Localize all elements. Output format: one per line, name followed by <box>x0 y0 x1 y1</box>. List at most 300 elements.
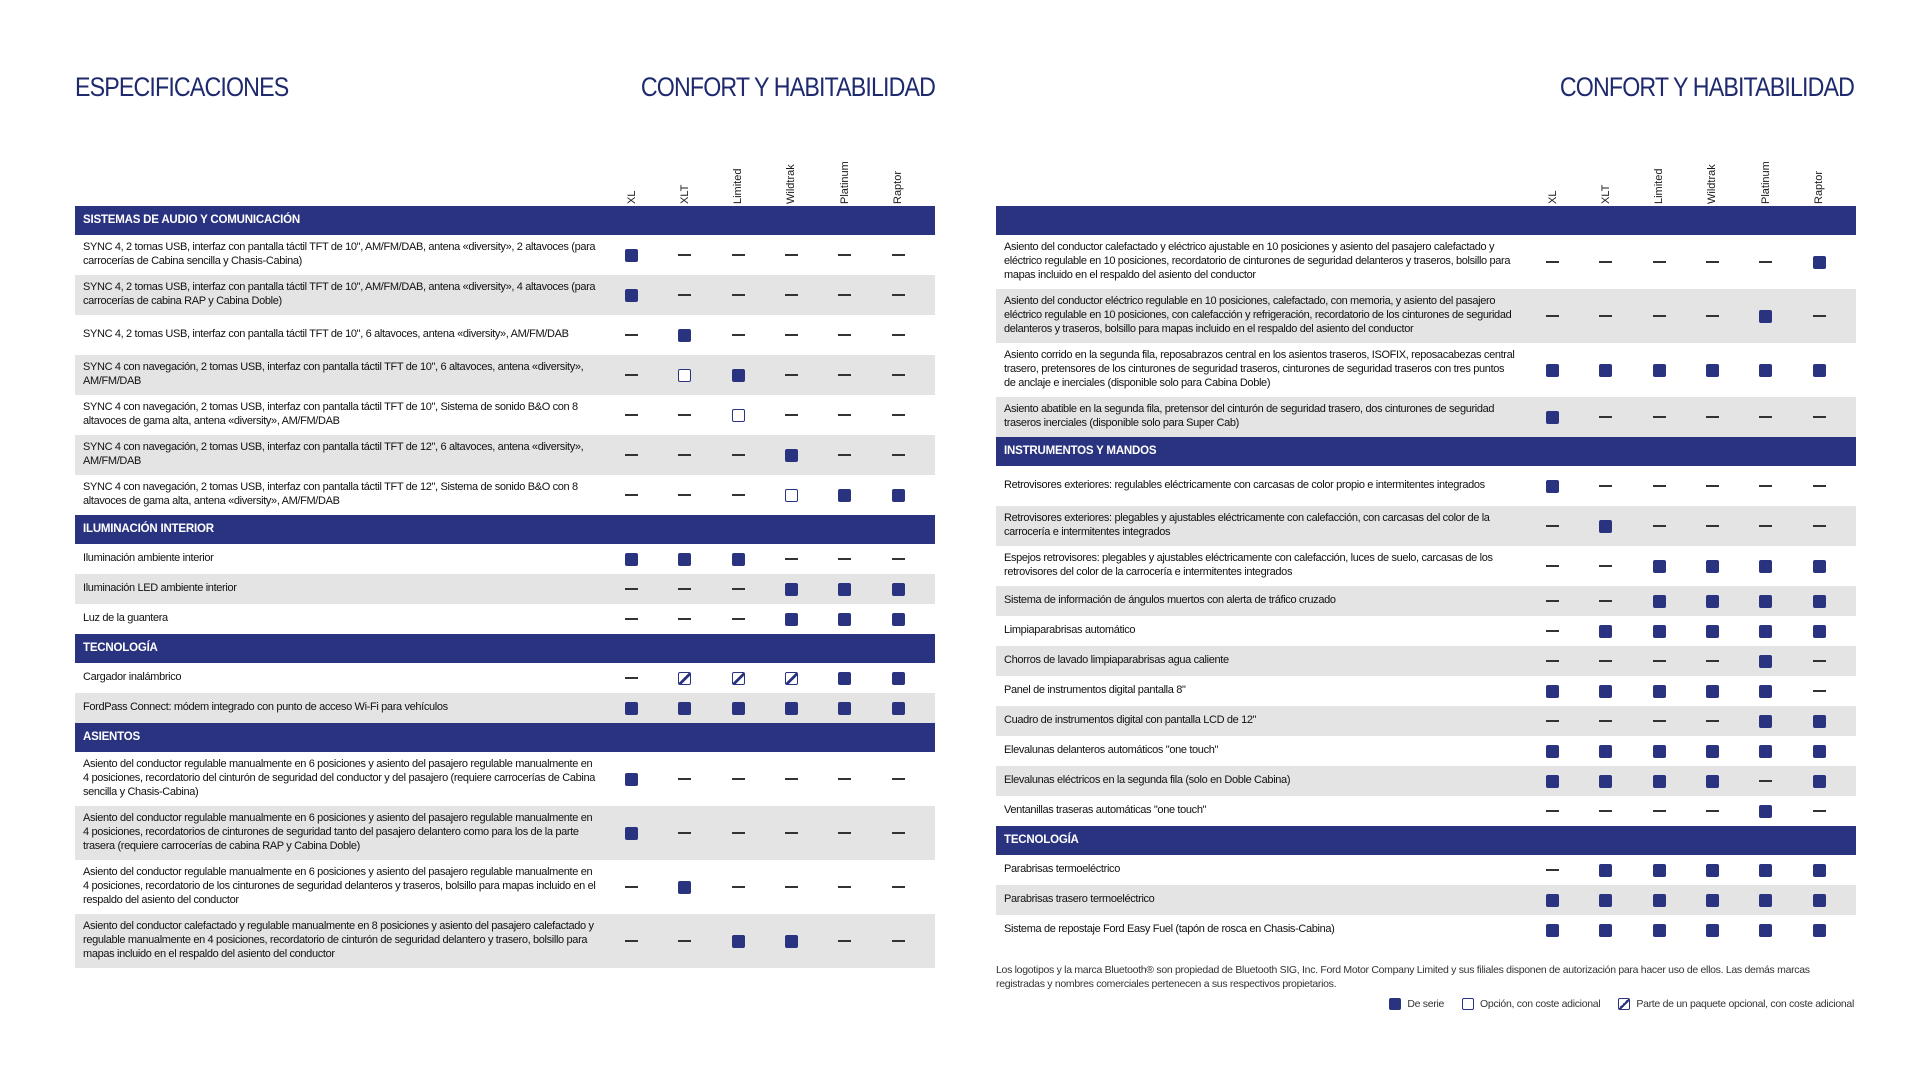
row-label: Asiento abatible en la segunda fila, pretensor del cinturón de seguridad trasero, dos cinturones de seguridad traseros inerciales (disponible solo para Super Cab) <box>1004 403 1495 429</box>
availability-cell <box>818 806 871 860</box>
row-label: SYNC 4 con navegación, 2 tomas USB, interfaz con pantalla táctil TFT de 12", Sistema de sonido B&O con 8 altavoces de gama alta, antena «diversity», AM/FM/DAB <box>83 481 578 507</box>
not-available-dash-icon <box>1653 416 1666 418</box>
standard-square-icon <box>1706 625 1719 638</box>
availability-cell <box>658 914 711 968</box>
availability-cell <box>1739 736 1792 766</box>
availability-cell <box>765 395 818 435</box>
availability-cell <box>1739 506 1792 546</box>
availability-cell <box>818 395 871 435</box>
not-available-dash-icon <box>732 886 745 888</box>
table-row <box>996 646 1856 676</box>
availability-cell <box>1579 706 1632 736</box>
availability-cell <box>605 663 658 693</box>
not-available-dash-icon <box>1706 315 1719 317</box>
not-available-dash-icon <box>1599 485 1612 487</box>
standard-square-icon <box>1653 894 1666 907</box>
row-cells <box>1526 506 1846 546</box>
standard-square-icon <box>838 489 851 502</box>
availability-cell <box>712 475 765 515</box>
availability-cell <box>1792 289 1845 343</box>
availability-cell <box>1579 586 1632 616</box>
section-header: SISTEMAS DE AUDIO Y COMUNICACIÓN <box>75 206 935 235</box>
standard-square-icon <box>1546 480 1559 493</box>
not-available-dash-icon <box>1546 720 1559 722</box>
availability-cell <box>605 574 658 604</box>
row-cells <box>605 275 925 315</box>
availability-cell <box>1792 736 1845 766</box>
availability-cell <box>818 914 871 968</box>
availability-cell <box>1686 506 1739 546</box>
not-available-dash-icon <box>732 454 745 456</box>
standard-square-icon <box>1706 364 1719 377</box>
table-row <box>996 766 1856 796</box>
not-available-dash-icon <box>892 778 905 780</box>
not-available-dash-icon <box>892 334 905 336</box>
availability-cell <box>1792 343 1845 397</box>
bluetooth-footnote: Los logotipos y la marca Bluetooth® son propiedad de Bluetooth SIG, Inc. Ford Motor Company Limited y sus filiales disponen de autorización para hacer uso de ellos. Las demás marcas registradas y nombres comerciales pertenecen a sus respectivos propietarios. <box>996 964 1810 990</box>
availability-cell <box>1526 466 1579 506</box>
table-row <box>75 860 935 914</box>
table-row <box>996 855 1856 885</box>
not-available-dash-icon <box>1813 810 1826 812</box>
not-available-dash-icon <box>1653 810 1666 812</box>
availability-cell <box>1739 235 1792 289</box>
availability-cell <box>1526 546 1579 586</box>
availability-cell <box>1579 616 1632 646</box>
legend-standard-label: De serie <box>1407 998 1445 1010</box>
not-available-dash-icon <box>785 334 798 336</box>
not-available-dash-icon <box>625 588 638 590</box>
availability-cell <box>818 663 871 693</box>
section-title-confort-right: CONFORT Y HABITABILIDAD <box>1559 72 1854 102</box>
availability-cell <box>1579 466 1632 506</box>
row-label: SYNC 4, 2 tomas USB, interfaz con pantalla táctil TFT de 10", 6 altavoces, antena «diversity», AM/FM/DAB <box>83 328 569 341</box>
not-available-dash-icon <box>1546 600 1559 602</box>
not-available-dash-icon <box>838 886 851 888</box>
package-square-icon <box>678 672 691 685</box>
availability-cell <box>871 544 924 574</box>
availability-cell <box>1686 586 1739 616</box>
availability-cell <box>712 435 765 475</box>
availability-cell <box>765 355 818 395</box>
standard-square-icon <box>1653 924 1666 937</box>
availability-cell <box>818 752 871 806</box>
standard-square-icon <box>1389 998 1401 1010</box>
legend-package-label: Parte de un paquete opcional, con coste adicional <box>1636 998 1854 1010</box>
availability-cell <box>818 355 871 395</box>
standard-square-icon <box>1599 520 1612 533</box>
not-available-dash-icon <box>732 334 745 336</box>
availability-cell <box>1792 546 1845 586</box>
availability-cell <box>1792 646 1845 676</box>
not-available-dash-icon <box>1706 810 1719 812</box>
row-label: Asiento corrido en la segunda fila, reposabrazos central en los asientos traseros, ISOFIX, reposacabezas central trasero, pretensores de los cinturones de seguridad traseros, cinturones de seguridad traseros con tres puntos de anclaje e inerciales (disponible solo para Cabina Doble) <box>1004 349 1515 389</box>
availability-cell <box>1633 855 1686 885</box>
availability-cell <box>1686 616 1739 646</box>
standard-square-icon <box>785 583 798 596</box>
column-header <box>1633 150 1686 206</box>
availability-cell <box>1739 343 1792 397</box>
availability-cell <box>1526 616 1579 646</box>
row-label: SYNC 4, 2 tomas USB, interfaz con pantalla táctil TFT de 10", AM/FM/DAB, antena «diversity», 4 altavoces (para carrocerías de cabina RAP y Cabina Doble) <box>83 281 596 307</box>
column-header-label: Limited <box>732 168 745 204</box>
standard-square-icon <box>1759 595 1772 608</box>
standard-square-icon <box>678 702 691 715</box>
availability-cell <box>605 752 658 806</box>
column-header <box>872 150 925 206</box>
availability-cell <box>1526 397 1579 437</box>
row-cells <box>1526 915 1846 945</box>
not-available-dash-icon <box>1653 261 1666 263</box>
availability-cell <box>765 574 818 604</box>
table-row <box>996 915 1856 945</box>
availability-cell <box>871 435 924 475</box>
availability-cell <box>871 806 924 860</box>
standard-square-icon <box>1813 745 1826 758</box>
row-cells <box>1526 885 1846 915</box>
not-available-dash-icon <box>838 832 851 834</box>
table-row <box>75 914 935 968</box>
availability-cell <box>871 315 924 355</box>
row-label: SYNC 4 con navegación, 2 tomas USB, interfaz con pantalla táctil TFT de 12", 6 altavoces, antena «diversity», AM/FM/DAB <box>83 441 584 467</box>
standard-square-icon <box>732 935 745 948</box>
legend-package <box>1618 998 1854 1010</box>
row-label: SYNC 4 con navegación, 2 tomas USB, interfaz con pantalla táctil TFT de 10", 6 altavoces, antena «diversity», AM/FM/DAB <box>83 361 584 387</box>
standard-square-icon <box>1706 560 1719 573</box>
not-available-dash-icon <box>1706 416 1719 418</box>
availability-cell <box>1686 289 1739 343</box>
availability-cell <box>1739 885 1792 915</box>
not-available-dash-icon <box>678 832 691 834</box>
row-cells <box>605 574 925 604</box>
not-available-dash-icon <box>625 618 638 620</box>
section-header: ASIENTOS <box>75 723 935 752</box>
availability-cell <box>658 315 711 355</box>
availability-cell <box>658 752 711 806</box>
standard-square-icon <box>1706 924 1719 937</box>
standard-square-icon <box>1653 625 1666 638</box>
availability-cell <box>871 355 924 395</box>
table-row <box>75 355 935 395</box>
availability-cell <box>1739 796 1792 826</box>
availability-cell <box>1633 915 1686 945</box>
spec-table-left <box>75 150 935 968</box>
availability-cell <box>1579 736 1632 766</box>
row-label: Sistema de información de ángulos muertos con alerta de tráfico cruzado <box>1004 594 1336 607</box>
availability-cell <box>1686 235 1739 289</box>
not-available-dash-icon <box>732 778 745 780</box>
availability-cell <box>712 544 765 574</box>
row-label: Ventanillas traseras automáticas "one touch" <box>1004 804 1207 817</box>
row-label: Asiento del conductor calefactado y regulable manualmente en 8 posiciones y asiento del pasajero calefactado y regulable manualmente en 4 posiciones, recordatorio de cinturón de seguridad delantero y trasero, bolsillo para mapas incluido en el respaldo del asiento del conductor <box>83 920 594 960</box>
availability-cell <box>818 860 871 914</box>
column-header-label: Platinum <box>1759 161 1772 204</box>
standard-square-icon <box>1706 775 1719 788</box>
standard-square-icon <box>1759 310 1772 323</box>
not-available-dash-icon <box>838 374 851 376</box>
not-available-dash-icon <box>1653 660 1666 662</box>
table-row <box>75 693 935 723</box>
column-header-label: XL <box>625 190 638 204</box>
availability-cell <box>1526 289 1579 343</box>
column-header-label: XL <box>1546 190 1559 204</box>
availability-cell <box>765 544 818 574</box>
not-available-dash-icon <box>1706 261 1719 263</box>
availability-cell <box>1633 397 1686 437</box>
not-available-dash-icon <box>785 886 798 888</box>
availability-cell <box>871 235 924 275</box>
not-available-dash-icon <box>1546 261 1559 263</box>
row-cells <box>605 860 925 914</box>
standard-square-icon <box>1546 894 1559 907</box>
availability-cell <box>712 914 765 968</box>
standard-square-icon <box>1653 364 1666 377</box>
not-available-dash-icon <box>625 334 638 336</box>
availability-cell <box>871 395 924 435</box>
availability-cell <box>1526 736 1579 766</box>
availability-cell <box>765 235 818 275</box>
availability-cell <box>871 860 924 914</box>
standard-square-icon <box>1546 775 1559 788</box>
column-headers <box>996 150 1856 206</box>
availability-cell <box>765 806 818 860</box>
availability-cell <box>1686 676 1739 706</box>
availability-cell <box>712 315 765 355</box>
availability-cell <box>658 604 711 634</box>
row-cells <box>1526 676 1846 706</box>
not-available-dash-icon <box>1546 315 1559 317</box>
availability-cell <box>605 693 658 723</box>
availability-cell <box>1686 796 1739 826</box>
availability-cell <box>1739 676 1792 706</box>
not-available-dash-icon <box>1599 720 1612 722</box>
standard-square-icon <box>785 449 798 462</box>
standard-square-icon <box>892 702 905 715</box>
availability-cell <box>1792 915 1845 945</box>
column-header <box>1686 150 1739 206</box>
standard-square-icon <box>1759 745 1772 758</box>
not-available-dash-icon <box>1653 720 1666 722</box>
availability-cell <box>1686 343 1739 397</box>
row-label: Cuadro de instrumentos digital con pantalla LCD de 12" <box>1004 714 1257 727</box>
standard-square-icon <box>1653 595 1666 608</box>
availability-cell <box>1686 546 1739 586</box>
option-square-icon <box>678 369 691 382</box>
not-available-dash-icon <box>1813 690 1826 692</box>
legend-option <box>1462 998 1600 1010</box>
table-row <box>75 604 935 634</box>
standard-square-icon <box>1546 411 1559 424</box>
row-label: Limpiaparabrisas automático <box>1004 624 1136 637</box>
availability-cell <box>818 435 871 475</box>
not-available-dash-icon <box>838 454 851 456</box>
not-available-dash-icon <box>1759 485 1772 487</box>
row-cells <box>1526 736 1846 766</box>
availability-cell <box>1579 855 1632 885</box>
table-row <box>996 796 1856 826</box>
availability-cell <box>1579 646 1632 676</box>
column-header-label: Raptor <box>1813 170 1825 204</box>
table-row <box>996 676 1856 706</box>
availability-cell <box>1633 646 1686 676</box>
standard-square-icon <box>1813 256 1826 269</box>
row-label: Asiento del conductor regulable manualmente en 6 posiciones y asiento del pasajero regulable manualmente en 4 posiciones, recordatorios de cinturones de seguridad tanto del pasajero delantero como para los de la parte trasera (requiere carrocerías de cabina RAP y Cabina Doble) <box>83 812 593 852</box>
row-cells <box>1526 766 1846 796</box>
availability-cell <box>765 435 818 475</box>
availability-cell <box>1739 397 1792 437</box>
column-header <box>765 150 818 206</box>
row-cells <box>605 475 925 515</box>
not-available-dash-icon <box>1706 525 1719 527</box>
table-row <box>996 885 1856 915</box>
column-headers <box>75 150 935 206</box>
not-available-dash-icon <box>1813 485 1826 487</box>
availability-cell <box>1686 915 1739 945</box>
standard-square-icon <box>625 702 638 715</box>
availability-cell <box>765 693 818 723</box>
table-row <box>996 289 1856 343</box>
standard-square-icon <box>1599 625 1612 638</box>
availability-cell <box>1686 736 1739 766</box>
table-row <box>996 736 1856 766</box>
availability-cell <box>658 475 711 515</box>
row-label: Cargador inalámbrico <box>83 671 182 684</box>
table-row <box>996 506 1856 546</box>
row-cells <box>605 663 925 693</box>
standard-square-icon <box>1706 595 1719 608</box>
availability-cell <box>605 355 658 395</box>
not-available-dash-icon <box>838 414 851 416</box>
standard-square-icon <box>838 583 851 596</box>
row-label: SYNC 4 con navegación, 2 tomas USB, interfaz con pantalla táctil TFT de 10", Sistema de sonido B&O con 8 altavoces de gama alta, antena «diversity», AM/FM/DAB <box>83 401 578 427</box>
table-row <box>75 435 935 475</box>
column-header-label: XLT <box>678 184 691 204</box>
standard-square-icon <box>1653 775 1666 788</box>
availability-cell <box>818 604 871 634</box>
not-available-dash-icon <box>732 832 745 834</box>
availability-cell <box>1526 706 1579 736</box>
availability-cell <box>712 663 765 693</box>
table-row <box>996 546 1856 586</box>
availability-cell <box>1633 506 1686 546</box>
not-available-dash-icon <box>678 494 691 496</box>
availability-cell <box>605 475 658 515</box>
not-available-dash-icon <box>678 454 691 456</box>
availability-cell <box>1526 235 1579 289</box>
standard-square-icon <box>1706 745 1719 758</box>
row-cells <box>605 914 925 968</box>
row-cells <box>605 315 925 355</box>
standard-square-icon <box>625 773 638 786</box>
row-label: Luz de la guantera <box>83 612 168 625</box>
standard-square-icon <box>1599 775 1612 788</box>
availability-cell <box>765 752 818 806</box>
availability-cell <box>658 395 711 435</box>
availability-cell <box>1686 855 1739 885</box>
standard-square-icon <box>678 881 691 894</box>
availability-cell <box>1579 766 1632 796</box>
availability-cell <box>1686 706 1739 736</box>
not-available-dash-icon <box>838 778 851 780</box>
standard-square-icon <box>1706 864 1719 877</box>
not-available-dash-icon <box>1599 660 1612 662</box>
not-available-dash-icon <box>785 254 798 256</box>
section-header: INSTRUMENTOS Y MANDOS <box>996 437 1856 466</box>
legend-standard <box>1389 998 1444 1010</box>
availability-cell <box>1792 506 1845 546</box>
row-cells <box>1526 466 1846 506</box>
standard-square-icon <box>838 613 851 626</box>
table-row <box>996 616 1856 646</box>
legend <box>1389 998 1854 1010</box>
availability-cell <box>1686 397 1739 437</box>
table-row <box>996 235 1856 289</box>
availability-cell <box>1633 546 1686 586</box>
standard-square-icon <box>1599 864 1612 877</box>
availability-cell <box>1686 885 1739 915</box>
row-label: Chorros de lavado limpiaparabrisas agua caliente <box>1004 654 1229 667</box>
availability-cell <box>1792 706 1845 736</box>
not-available-dash-icon <box>732 494 745 496</box>
availability-cell <box>1579 676 1632 706</box>
standard-square-icon <box>1759 364 1772 377</box>
standard-square-icon <box>1813 715 1826 728</box>
column-header <box>1739 150 1792 206</box>
row-cells <box>605 355 925 395</box>
not-available-dash-icon <box>1546 525 1559 527</box>
standard-square-icon <box>1706 894 1719 907</box>
not-available-dash-icon <box>625 494 638 496</box>
standard-square-icon <box>1599 685 1612 698</box>
not-available-dash-icon <box>1546 660 1559 662</box>
availability-cell <box>1579 796 1632 826</box>
row-cells <box>1526 397 1846 437</box>
availability-cell <box>1526 676 1579 706</box>
section-header: TECNOLOGÍA <box>996 826 1856 855</box>
section-title-confort-left: CONFORT Y HABITABILIDAD <box>640 72 935 102</box>
row-cells <box>605 693 925 723</box>
not-available-dash-icon <box>838 254 851 256</box>
availability-cell <box>1633 235 1686 289</box>
section-header: ILUMINACIÓN INTERIOR <box>75 515 935 544</box>
option-square-icon <box>732 409 745 422</box>
not-available-dash-icon <box>678 778 691 780</box>
standard-square-icon <box>1599 894 1612 907</box>
availability-cell <box>1792 855 1845 885</box>
availability-cell <box>658 355 711 395</box>
availability-cell <box>658 693 711 723</box>
table-row <box>75 663 935 693</box>
row-label: Asiento del conductor calefactado y eléctrico ajustable en 10 posiciones y asiento del pasajero calefactado y eléctrico regulable en 10 posiciones, recordatorio de cinturones de seguridad delanteros y traseros, bolsillo para mapas incluido en el respaldo del asiento del conductor <box>1004 241 1511 281</box>
not-available-dash-icon <box>678 294 691 296</box>
not-available-dash-icon <box>892 832 905 834</box>
standard-square-icon <box>1599 364 1612 377</box>
spec-table-right <box>996 150 1856 945</box>
table-row <box>996 586 1856 616</box>
standard-square-icon <box>1759 715 1772 728</box>
standard-square-icon <box>1599 924 1612 937</box>
not-available-dash-icon <box>625 940 638 942</box>
availability-cell <box>1526 766 1579 796</box>
standard-square-icon <box>625 249 638 262</box>
availability-cell <box>1633 706 1686 736</box>
availability-cell <box>1633 289 1686 343</box>
availability-cell <box>1739 766 1792 796</box>
standard-square-icon <box>1759 805 1772 818</box>
row-cells <box>605 435 925 475</box>
availability-cell <box>605 860 658 914</box>
availability-cell <box>658 806 711 860</box>
